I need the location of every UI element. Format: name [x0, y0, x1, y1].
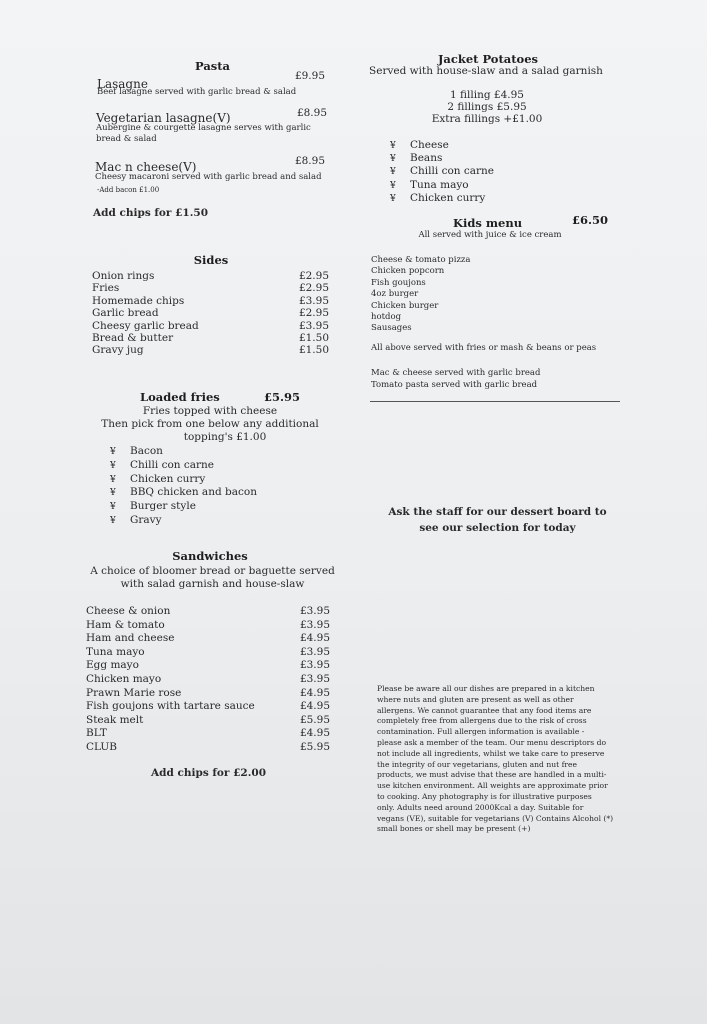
- jacket-price: Extra fillings +£1.00: [431, 113, 543, 125]
- kids-item: Fish goujons: [371, 277, 426, 288]
- sandwich-item-name: Ham & tomato: [86, 618, 165, 631]
- yen-bullet-icon: ¥: [390, 167, 396, 178]
- sides-item-price: £2.95: [298, 282, 329, 295]
- loaded-fries-option: [110, 500, 257, 514]
- allergen-line: please ask a member of the team. Our menu descriptors do: [377, 737, 607, 747]
- sandwiches-add-chips: Add chips for £2.00: [151, 767, 266, 779]
- allergen-line: use kitchen environment. All weights are approximate prior: [377, 781, 608, 791]
- sandwich-item-name: Tuna mayo: [86, 645, 145, 658]
- pasta-item-price: £8.95: [294, 155, 325, 167]
- kids-extra: Tomato pasta served with garlic bread: [371, 380, 538, 390]
- sides-item-name: Onion rings: [92, 270, 155, 282]
- jacket-subtitle: Served with house-slaw and a salad garnish: [369, 65, 603, 77]
- jacket-filling-label: Chilli con carne: [410, 165, 495, 178]
- loaded-fries-option: [110, 473, 257, 487]
- loaded-fries-option-label: Burger style: [130, 500, 196, 513]
- sandwich-item-price: £4.95: [299, 700, 330, 713]
- loaded-fries-option: [110, 459, 257, 473]
- yen-bullet-icon: ¥: [110, 460, 116, 471]
- kids-item: Cheese & tomato pizza: [371, 255, 471, 265]
- pasta-item-desc: Cheesy macaroni served with garlic bread and salad: [95, 172, 322, 182]
- loaded-fries-option-label: Chilli con carne: [130, 458, 215, 471]
- allergen-line: where nuts and gluten are present as well as other: [377, 694, 574, 704]
- dessert-line: see our selection for today: [419, 522, 576, 534]
- loaded-fries-option: [110, 514, 257, 528]
- yen-bullet-icon: ¥: [110, 502, 116, 513]
- loaded-fries-option: [110, 445, 257, 459]
- sandwich-item-price: £3.95: [299, 618, 330, 631]
- sides-item-name: Garlic bread: [92, 307, 159, 320]
- kids-subtitle: All served with juice & ice cream: [418, 230, 562, 240]
- sandwich-item-price: £3.95: [299, 659, 330, 672]
- jacket-filling-label: Tuna mayo: [410, 178, 469, 191]
- kids-item: 4oz burger: [371, 289, 419, 300]
- sides-item-price: £1.50: [298, 344, 329, 357]
- allergen-line: vegans (VE), suitable for vegetarians (V) Contains Alcohol (*): [377, 813, 614, 823]
- sides-heading: Sides: [193, 253, 229, 267]
- jacket-heading: Jacket Potatoes: [437, 52, 539, 66]
- sandwich-item-name: Cheese & onion: [86, 605, 171, 617]
- sides-item-price: £3.95: [298, 319, 329, 332]
- jacket-filling-label: Chicken curry: [410, 191, 486, 204]
- yen-bullet-icon: ¥: [390, 180, 396, 191]
- allergen-line: products, we must advise that these are handled in a multi-: [377, 770, 607, 780]
- sandwich-item-name: Chicken mayo: [86, 673, 162, 685]
- sandwich-item-name: BLT: [86, 727, 107, 740]
- sandwich-item-price: £5.95: [299, 741, 330, 753]
- yen-bullet-icon: ¥: [390, 141, 396, 151]
- sandwich-item-price: £3.95: [299, 605, 330, 617]
- jacket-price: 2 fillings £5.95: [447, 101, 527, 113]
- sandwich-item-name: CLUB: [86, 741, 117, 753]
- allergen-line: completely free from allergens due to the risk of cross: [377, 716, 587, 726]
- allergen-line: allergens. We cannot guarantee that any food items are: [377, 705, 592, 715]
- yen-bullet-icon: ¥: [110, 515, 116, 526]
- sides-item-price: £3.95: [298, 294, 329, 307]
- kids-extra: Mac & cheese served with garlic bread: [371, 368, 541, 378]
- pasta-item-desc: Beef lasagne served with garlic bread & salad: [97, 87, 297, 97]
- pasta-item-name: Lasagne: [97, 77, 148, 91]
- kids-list: [371, 255, 470, 335]
- kids-item: Sausages: [371, 323, 412, 334]
- allergen-line: small bones or shell may be present (+): [377, 824, 531, 834]
- jacket-fillings: [390, 139, 494, 205]
- yen-bullet-icon: ¥: [110, 488, 116, 499]
- sides-item-name: Fries: [92, 282, 120, 295]
- kids-served: All above served with fries or mash & beans or peas: [371, 343, 597, 353]
- sandwich-item-name: Fish goujons with tartare sauce: [86, 700, 255, 713]
- pasta-add-chips: Add chips for £1.50: [93, 207, 208, 219]
- sandwich-item-price: £4.95: [299, 686, 330, 699]
- sandwiches-line: A choice of bloomer bread or baguette served: [90, 565, 335, 577]
- loaded-fries-option: [110, 486, 257, 500]
- sandwiches-heading: Sandwiches: [172, 549, 248, 563]
- loaded-fries-price: £5.95: [264, 390, 301, 404]
- pasta-item-note: -Add bacon £1.00: [97, 186, 160, 194]
- pasta-heading: Pasta: [194, 59, 231, 73]
- jacket-filling: [390, 152, 494, 165]
- loaded-fries-option-label: Chicken curry: [130, 472, 206, 485]
- sides-item-price: £2.95: [298, 307, 329, 320]
- allergen-line: Please be aware all our dishes are prepared in a kitchen: [377, 684, 595, 693]
- yen-bullet-icon: ¥: [110, 474, 116, 485]
- divider: [370, 401, 620, 402]
- sandwiches-line: with salad garnish and house-slaw: [120, 578, 305, 590]
- jacket-filling-label: Cheese: [410, 139, 449, 151]
- sides-item-price: £2.95: [298, 270, 329, 282]
- kids-price: £6.50: [572, 213, 609, 227]
- sandwich-item-price: £3.95: [299, 645, 330, 658]
- allergen-line: only. Adults need around 2000Kcal a day. Suitable for: [377, 802, 584, 812]
- pasta-item-price: £9.95: [294, 70, 325, 82]
- pasta-item-name: Mac n cheese(V): [95, 160, 197, 174]
- loaded-fries-options: [110, 445, 257, 528]
- sandwich-item-name: Ham and cheese: [86, 632, 175, 645]
- yen-bullet-icon: ¥: [110, 447, 116, 457]
- sides-item-price: £1.50: [298, 332, 329, 344]
- sandwich-item-name: Egg mayo: [86, 659, 139, 672]
- dessert-line: Ask the staff for our dessert board to: [388, 506, 607, 518]
- sandwich-item-price: £4.95: [299, 632, 330, 645]
- loaded-fries-line: topping's £1.00: [183, 431, 267, 443]
- pasta-item-desc: Aubergine & courgette lasagne serves with garlic bread & salad: [96, 123, 311, 144]
- yen-bullet-icon: ¥: [390, 154, 396, 165]
- kids-item: Chicken burger: [371, 300, 439, 311]
- loaded-fries-heading: Loaded fries: [140, 390, 220, 404]
- sides-item-name: Bread & butter: [92, 332, 174, 344]
- jacket-filling: [390, 192, 494, 205]
- sides-item-name: Cheesy garlic bread: [92, 319, 199, 332]
- kids-item: hotdog: [371, 312, 402, 323]
- allergen-line: to cooking. Any photography is for illustrative purposes: [377, 791, 592, 801]
- jacket-filling-label: Beans: [410, 152, 443, 165]
- sandwich-item-price: £4.95: [299, 727, 330, 740]
- sandwich-item-name: Prawn Marie rose: [86, 686, 182, 699]
- yen-bullet-icon: ¥: [390, 193, 396, 204]
- jacket-filling: [390, 179, 494, 192]
- sandwich-item-name: Steak melt: [86, 713, 144, 726]
- allergen-line: the integrity of our vegetarians, gluten and nut free: [377, 759, 578, 769]
- pasta-item-name: Vegetarian lasagne(V): [96, 111, 231, 125]
- allergen-notice: [377, 684, 647, 835]
- allergen-line: contamination. Full allergen information is available -: [377, 727, 585, 737]
- loaded-fries-option-label: BBQ chicken and bacon: [130, 486, 257, 499]
- pasta-item-price: £8.95: [296, 107, 327, 119]
- sides-item-name: Homemade chips: [92, 294, 185, 307]
- loaded-fries-option-label: Bacon: [130, 445, 163, 457]
- loaded-fries-option-label: Gravy: [130, 513, 162, 526]
- jacket-filling: [390, 139, 494, 152]
- kids-heading: Kids menu: [453, 216, 523, 230]
- loaded-fries-line: Then pick from one below any additional: [101, 418, 319, 430]
- loaded-fries-line: Fries topped with cheese: [142, 405, 278, 417]
- allergen-line: not include all ingredients, whilst we take care to preserve: [377, 748, 605, 758]
- sandwich-item-price: £5.95: [299, 713, 330, 726]
- jacket-filling: [390, 165, 494, 178]
- sandwich-item-price: £3.95: [299, 673, 330, 685]
- sides-item-name: Gravy jug: [92, 344, 144, 357]
- jacket-price: 1 filling £4.95: [450, 89, 524, 101]
- kids-item: Chicken popcorn: [371, 266, 445, 277]
